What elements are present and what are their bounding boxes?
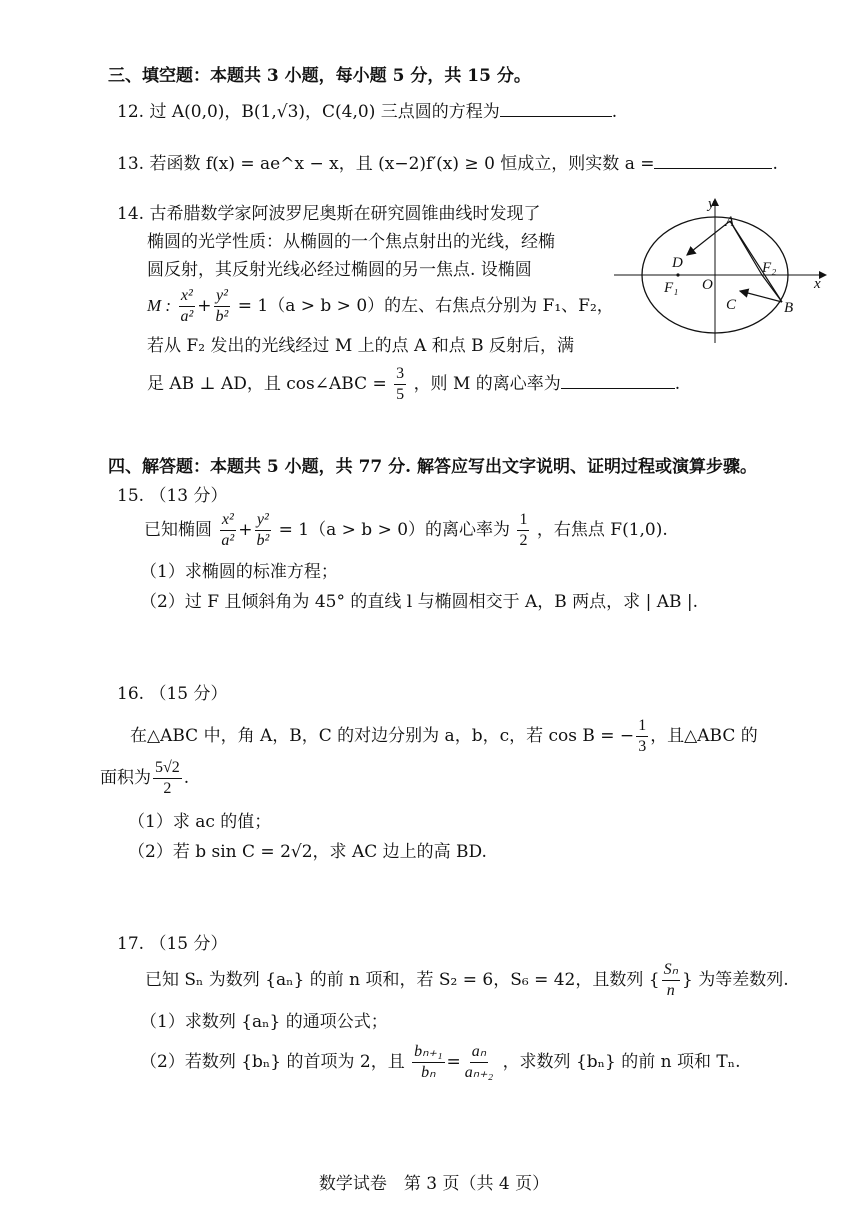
question-14-line-2: 椭圆的光学性质：从椭圆的一个焦点射出的光线，经椭 <box>147 232 555 252</box>
label-c: C <box>726 297 737 313</box>
fraction-y2-b2-q15: $\frac{\text{y²}}{\text{b²}}$ <box>256 511 270 549</box>
question-14-line-3: 圆反射，其反射光线必经过椭圆的另一焦点. 设椭圆 <box>147 260 532 280</box>
section-4-header: 四、解答题：本题共 5 小题，共 77 分. 解答应写出文字说明、证明过程或演算步骤。 <box>108 457 757 477</box>
fraction-sn-n: $\frac{\text{Sₙ}}{n}$ <box>663 961 678 999</box>
question-15-stem: 已知椭圆 $\frac{\text{x²}}{\text{a²}}$ + $\frac{\text{y²}}{\text{b²}}$ = 1（a > b > 0）的离心率为 $\frac{1}{2}$ ，右焦点 F(1,0). <box>144 511 668 549</box>
fraction-5sqrt2-2: $\frac{5√2}{2}$ <box>155 759 180 797</box>
question-14-line-1: 14. 古希腊数学家阿波罗尼奥斯在研究圆锥曲线时发现了 <box>117 204 541 224</box>
label-d: D <box>672 255 683 271</box>
fraction-3-5: $\frac{3}{5}$ <box>396 365 405 403</box>
fraction-x2-a2: $\frac{\text{x²}}{\text{a²}}$ <box>180 287 194 325</box>
question-17-part-2: （2）若数列 {bₙ} 的首项为 2，且 $\frac{\text{bₙ₊₁}}{\text{bₙ}}$ = $\frac{\text{aₙ}}{\text{aₙ₊₂}}$ ，求数列 {bₙ} 的前 n 项和 Tₙ. <box>140 1043 741 1081</box>
ray-a-d <box>687 221 730 255</box>
question-17-part-1: （1）求数列 {aₙ} 的通项公式； <box>140 1012 388 1032</box>
fraction-y2-b2: $\frac{\text{y²}}{\text{b²}}$ <box>215 287 229 325</box>
answer-blank-14[interactable] <box>561 370 675 389</box>
f1-point <box>676 273 679 276</box>
question-17-title: 17. （15 分） <box>117 934 228 954</box>
answer-blank-12[interactable] <box>500 98 612 117</box>
ellipse-diagram <box>612 195 828 345</box>
question-17-stem: 已知 Sₙ 为数列 {aₙ} 的前 n 项和，若 S₂ = 6，S₆ = 42，且数列 { $\frac{\text{Sₙ}}{n}$ } 为等差数列. <box>145 961 789 999</box>
question-16-stem: 在△ABC 中，角 A，B，C 的对边分别为 a，b，c，若 cos B = − $\frac{1}{3}$ ，且△ABC 的 <box>130 717 758 755</box>
section-3-header: 三、填空题：本题共 3 小题，每小题 5 分，共 15 分。 <box>108 66 531 86</box>
fraction-bn1-bn: $\frac{\text{bₙ₊₁}}{\text{bₙ}}$ <box>414 1043 443 1081</box>
label-f1: F₁ <box>664 280 679 296</box>
question-15-part-1: （1）求椭圆的标准方程； <box>140 562 338 582</box>
question-14-line-4: M : $\frac{\text{x²}}{\text{a²}}$ + $\frac{\text{y²}}{\text{b²}}$ = 1（a > b > 0）的左、右焦点分别为 F₁、F₂， <box>147 287 614 325</box>
question-16-area: 面积为 $\frac{5√2}{2}$ . <box>100 759 190 797</box>
label-a: A <box>725 214 735 230</box>
question-16-title: 16. （15 分） <box>117 684 228 704</box>
label-f2: F₂ <box>762 260 777 276</box>
question-12: 12. 过 A(0,0)，B(1,√3)，C(4,0) 三点圆的方程为 . <box>117 98 617 124</box>
label-b: B <box>784 300 794 316</box>
page-footer: 数学试卷 第 3 页（共 4 页） <box>318 1174 550 1194</box>
fraction-1-3: $\frac{1}{3}$ <box>638 717 647 755</box>
answer-blank-13[interactable] <box>654 150 772 169</box>
question-13: 13. 若函数 f(x) = ae^x − x，且 (x−2)f′(x) ≥ 0 恒成立，则实数 a = . <box>117 150 778 176</box>
fraction-1-2: $\frac{1}{2}$ <box>519 511 528 549</box>
question-15-part-2: （2）过 F 且倾斜角为 45° 的直线 l 与椭圆相交于 A，B 两点，求 | AB |. <box>140 592 699 612</box>
question-16-part-1: （1）求 ac 的值； <box>128 812 272 832</box>
label-x: x <box>814 276 821 292</box>
question-15-title: 15. （13 分） <box>117 486 228 506</box>
question-14-line-5: 若从 F₂ 发出的光线经过 M 上的点 A 和点 B 反射后，满 <box>147 336 575 356</box>
question-16-part-2: （2）若 b sin C = 2√2，求 AC 边上的高 BD. <box>128 842 487 862</box>
label-o: O <box>702 277 713 293</box>
question-12-text: 12. 过 A(0,0)，B(1,√3)，C(4,0) 三点圆的方程为 <box>117 102 500 122</box>
question-13-text: 13. 若函数 f(x) = ae^x − x，且 (x−2)f′(x) ≥ 0 恒成立，则实数 a = <box>117 154 655 174</box>
fraction-x2-a2-q15: $\frac{\text{x²}}{\text{a²}}$ <box>221 511 235 549</box>
question-14-line-6: 足 AB ⊥ AD，且 cos∠ABC = $\frac{3}{5}$ ，则 M 的离心率为 . <box>147 365 681 403</box>
label-y: y <box>708 196 715 212</box>
fraction-an-an2: $\frac{\text{aₙ}}{\text{aₙ₊₂}}$ <box>464 1043 494 1081</box>
